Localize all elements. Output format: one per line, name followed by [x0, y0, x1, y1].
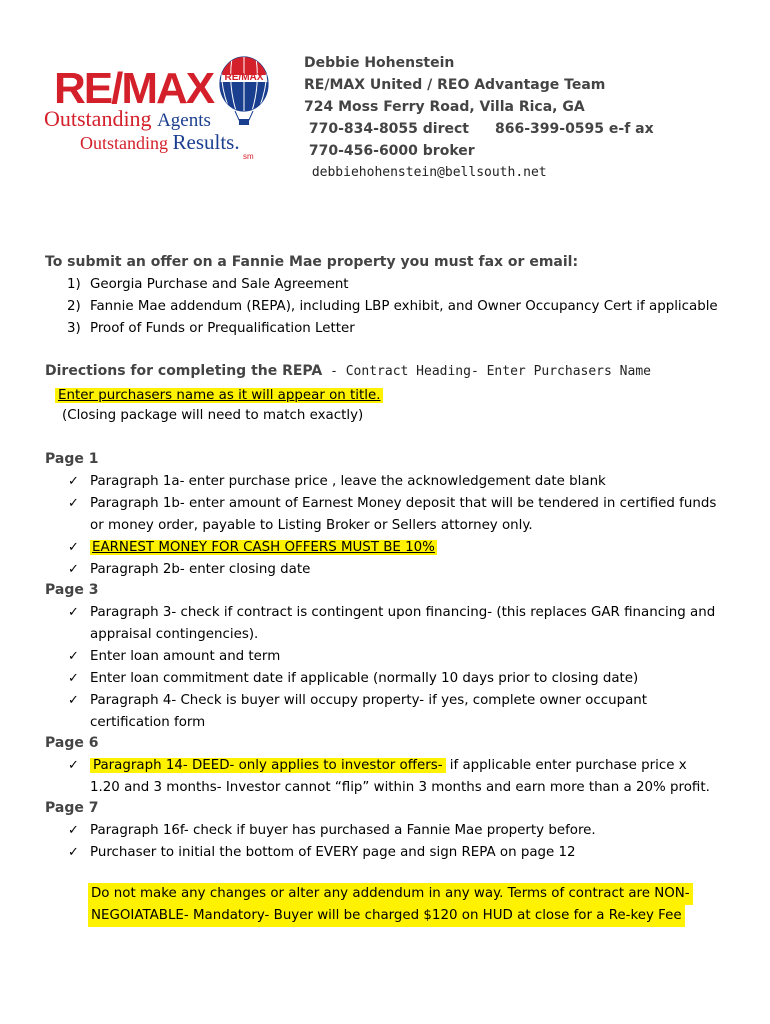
page3-list	[68, 602, 738, 734]
checkmark-icon: ✓	[68, 605, 79, 620]
list-item-continuation: certification form	[90, 715, 206, 730]
service-mark: sm	[243, 152, 254, 161]
page6-list	[68, 755, 738, 799]
page7-heading: Page 7	[45, 800, 99, 816]
list-item: ✓ Paragraph 1b- enter amount of Earnest Money deposit that will be tendered in certified funds	[68, 493, 738, 515]
contact-block	[304, 52, 654, 184]
list-item: ✓ Enter loan commitment date if applicable (normally 10 days prior to closing date)	[68, 668, 738, 690]
checkmark-icon: ✓	[68, 671, 79, 686]
checkmark-icon: ✓	[68, 649, 79, 664]
list-item: ✓ Paragraph 14- DEED- only applies to investor offers- if applicable enter purchase price x	[68, 755, 738, 777]
agent-phones	[304, 118, 654, 140]
checkmark-icon: ✓	[68, 845, 79, 860]
checkmark-icon: ✓	[68, 823, 79, 838]
list-item: ✓ Paragraph 2b- enter closing date	[68, 559, 738, 581]
checkmark-icon: ✓	[68, 474, 79, 489]
efax-phone: 866-399-0595 e-f ax	[495, 121, 654, 137]
list-item: ✓ Paragraph 4- Check is buyer will occupy property- if yes, complete owner occupant	[68, 690, 738, 712]
final-notice	[88, 883, 693, 927]
checkmark-icon: ✓	[68, 693, 79, 708]
agent-team: RE/MAX United / REO Advantage Team	[304, 77, 606, 93]
slogan-line-1: Outstanding Agents	[44, 106, 211, 131]
final-notice-line-1: Do not make any changes or alter any addendum in any way. Terms of contract are NON-	[88, 883, 693, 905]
agent-name: Debbie Hohenstein	[304, 55, 455, 71]
agent-address: 724 Moss Ferry Road, Villa Rica, GA	[304, 99, 585, 115]
page1-heading: Page 1	[45, 451, 99, 467]
list-item: ✓ Purchaser to initial the bottom of EVERY page and sign REPA on page 12	[68, 842, 738, 864]
directions-highlight: Enter purchasers name as it will appear on title.	[55, 385, 383, 407]
checkmark-icon: ✓	[68, 540, 79, 555]
final-notice-line-2: NEGOIATABLE- Mandatory- Buyer will be charged $120 on HUD at close for a Re-key Fee	[88, 905, 685, 927]
balloon-icon	[218, 56, 270, 126]
agent-email: debbiehohenstein@bellsouth.net	[311, 165, 547, 180]
checkmark-icon: ✓	[68, 496, 79, 511]
list-item: ✓ Paragraph 16f- check if buyer has purchased a Fannie Mae property before.	[68, 820, 738, 842]
logo-wordmark: RE/MAX	[54, 64, 214, 113]
checkmark-icon: ✓	[68, 562, 79, 577]
page7-list	[68, 820, 738, 864]
list-item: 1) Georgia Purchase and Sale Agreement	[67, 277, 349, 292]
directions-heading: Directions for completing the REPA - Contract Heading- Enter Purchasers Name	[45, 363, 651, 379]
list-item: ✓ Paragraph 3- check if contract is contingent upon financing- (this replaces GAR financing and	[68, 602, 738, 624]
balloon-label: RE/MAX	[224, 72, 264, 83]
list-item-continuation: 1.20 and 3 months- Investor cannot “flip” within 3 months and earn more than a 20% profit.	[90, 780, 710, 795]
list-item-continuation: or money order, payable to Listing Broker or Sellers attorney only.	[90, 518, 533, 533]
submit-heading: To submit an offer on a Fannie Mae property you must fax or email:	[45, 254, 579, 270]
page1-list	[68, 471, 738, 581]
list-item: 3) Proof of Funds or Prequalification Letter	[67, 321, 355, 336]
checkmark-icon: ✓	[68, 758, 79, 773]
submit-list	[67, 274, 718, 340]
page6-heading: Page 6	[45, 735, 99, 751]
list-item: ✓ Paragraph 1a- enter purchase price , leave the acknowledgement date blank	[68, 471, 738, 493]
direct-phone: 770-834-8055 direct	[308, 121, 469, 137]
broker-phone: 770-456-6000 broker	[308, 143, 475, 159]
slogan-line-2: Outstanding Results.	[80, 130, 240, 154]
list-item-continuation: appraisal contingencies).	[90, 627, 259, 642]
list-item: ✓ Enter loan amount and term	[68, 646, 738, 668]
list-item: ✓ EARNEST MONEY FOR CASH OFFERS MUST BE 10%	[68, 537, 738, 559]
page3-heading: Page 3	[45, 582, 99, 598]
list-item: 2) Fannie Mae addendum (REPA), including LBP exhibit, and Owner Occupancy Cert if applicable	[67, 299, 718, 314]
directions-note: (Closing package will need to match exactly)	[62, 408, 364, 423]
